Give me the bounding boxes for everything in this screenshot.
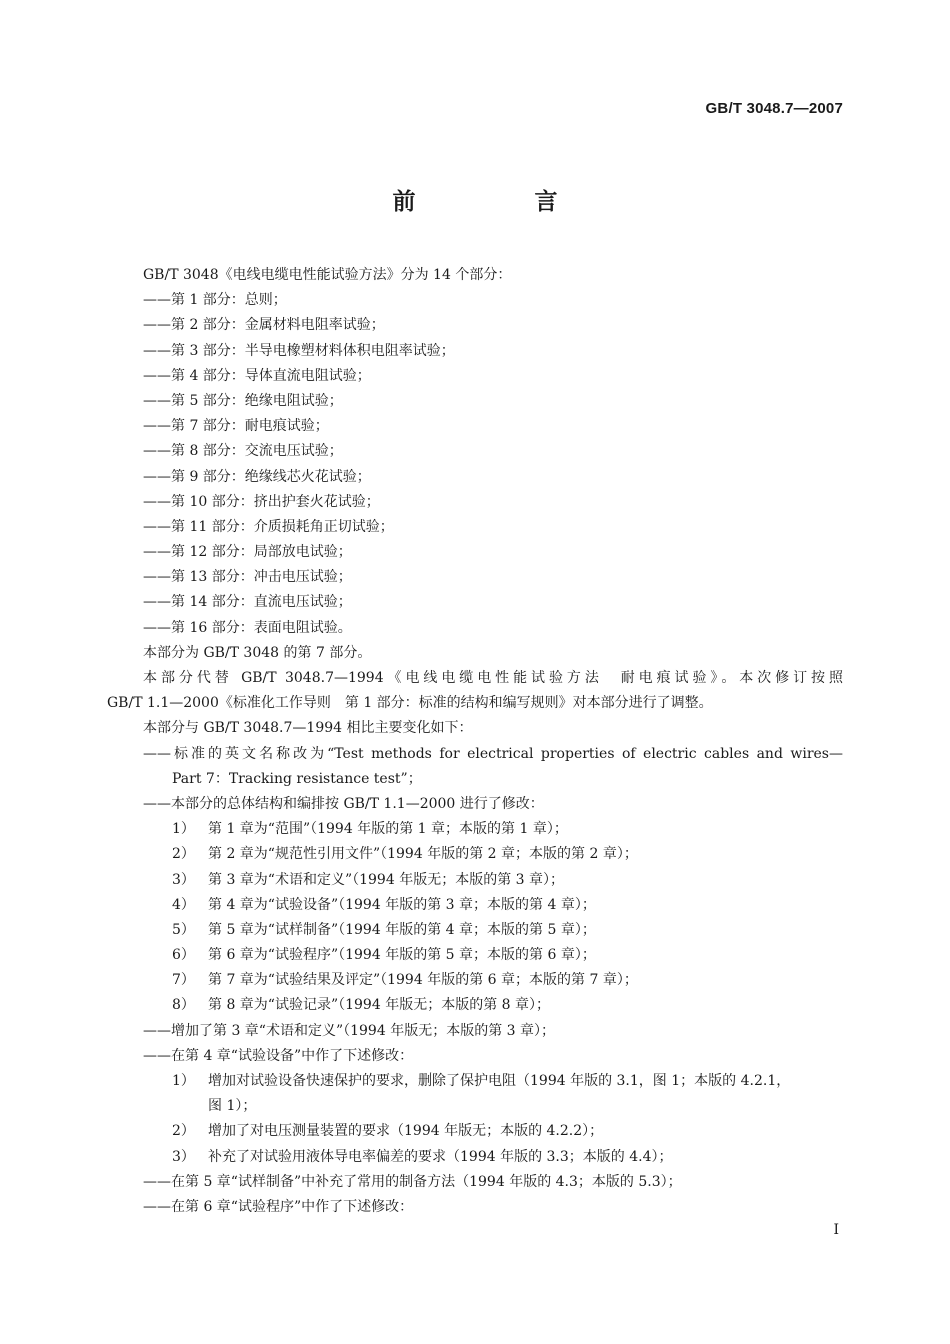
list-item: ——第 3 部分：半导电橡塑材料体积电阻率试验； [143,342,455,359]
replace-paragraph-line2: GB/T 1.1—2000《标准化工作导则 第 1 部分：标准的结构和编写规则》对本部分进行了调整。 [107,695,713,712]
list-item: ——第 7 部分：耐电痕试验； [143,418,329,435]
list-item: ——第 10 部分：挤出护套火花试验； [143,493,380,510]
list-item [107,868,843,893]
item-number: 3） [172,871,195,888]
list-item [107,968,843,993]
item-text: 第 2 章为“规范性引用文件”（1994 年版的第 2 章；本版的第 2 章）； [208,846,638,863]
structure-intro: ——本部分的总体结构和编排按 GB/T 1.1—2000 进行了修改： [143,795,544,812]
item-number: 1） [172,821,195,838]
added-ch3: ——增加了第 3 章“术语和定义”（1994 年版无；本版的第 3 章）； [143,1022,556,1039]
list-item: ——第 2 部分：金属材料电阻率试验； [143,317,385,334]
item-number: 3） [172,1148,195,1165]
list-item: ——第 9 部分：绝缘线芯火花试验； [143,468,371,485]
item-number: 4） [172,896,195,913]
ch5-paragraph: ——在第 5 章“试样制备”中补充了常用的制备方法（1994 年版的 4.3；本版的 5.3）； [143,1173,682,1190]
english-name-line2: Part 7：Tracking resistance test”； [172,770,422,787]
item-text: 第 4 章为“试验设备”（1994 年版的第 3 章；本版的第 4 章）； [208,896,596,913]
item-number: 7） [172,972,195,989]
standard-number: GB/T 3048.7—2007 [705,100,843,117]
list-item [107,842,843,867]
list-item [107,1069,843,1094]
page-title: 前 言 [392,189,606,215]
item-text: 第 1 章为“范围”（1994 年版的第 1 章；本版的第 1 章）； [208,821,568,838]
item-text: 增加了对电压测量装置的要求（1994 年版无；本版的 4.2.2）； [208,1123,604,1140]
list-item [107,817,843,842]
replace-paragraph-line1: 本部分代替 GB/T 3048.7—1994《电线电缆电性能试验方法 耐电痕试验》。本次修订按照 [143,670,843,686]
item-number: 1） [172,1073,195,1089]
list-item [107,918,843,943]
list-item: ——第 14 部分：直流电压试验； [143,594,352,611]
list-item: ——第 16 部分：表面电阻试验。 [143,619,352,636]
list-item: ——第 11 部分：介质损耗角正切试验； [143,518,394,535]
list-item: ——第 12 部分：局部放电试验； [143,544,352,561]
item-text: 第 8 章为“试验记录”（1994 年版无；本版的第 8 章）； [208,997,551,1014]
item-number: 5） [172,921,195,938]
english-name-line1: ——标准的英文名称改为“Test methods for electrical properties of electric cables and wires— [143,745,843,762]
this-part-paragraph: 本部分为 GB/T 3048 的第 7 部分。 [143,644,372,661]
item-number: 6） [172,947,195,964]
list-item: ——第 13 部分：冲击电压试验； [143,569,352,586]
ch6-intro: ——在第 6 章“试验程序”中作了下述修改： [143,1198,414,1215]
list-item [107,893,843,918]
item-text: 第 3 章为“术语和定义”（1994 年版无；本版的第 3 章）； [208,871,565,888]
list-item: ——第 4 部分：导体直流电阻试验； [143,367,371,384]
item-number: 2） [172,1123,195,1140]
page-number: I [833,1222,839,1238]
item-text: 补充了对试验用液体导电率偏差的要求（1994 年版的 3.3；本版的 4.4）； [208,1148,673,1165]
list-item [107,1145,843,1170]
list-item [107,993,843,1018]
list-item: ——第 1 部分：总则； [143,292,287,309]
list-item: ——第 8 部分：交流电压试验； [143,443,343,460]
item-text: 第 7 章为“试验结果及评定”（1994 年版的第 6 章；本版的第 7 章）； [208,972,638,989]
list-item [107,1119,843,1144]
item-text: 增加对试验设备快速保护的要求，删除了保护电阻（1994 年版的 3.1，图 1；本版的 4.2.1， [208,1073,791,1089]
document-body [107,263,843,1220]
intro-paragraph: GB/T 3048《电线电缆电性能试验方法》分为 14 个部分： [143,267,512,283]
list-item-continuation: 图 1）； [208,1098,257,1115]
item-text: 第 6 章为“试验程序”（1994 年版的第 5 章；本版的第 6 章）； [208,947,596,964]
ch4-intro: ——在第 4 章“试验设备”中作了下述修改： [143,1047,414,1064]
item-number: 2） [172,846,195,863]
list-item: ——第 5 部分：绝缘电阻试验； [143,392,343,409]
item-number: 8） [172,997,195,1014]
changes-intro: 本部分与 GB/T 3048.7—1994 相比主要变化如下： [143,720,473,737]
list-item [107,943,843,968]
item-text: 第 5 章为“试样制备”（1994 年版的第 4 章；本版的第 5 章）； [208,921,596,938]
